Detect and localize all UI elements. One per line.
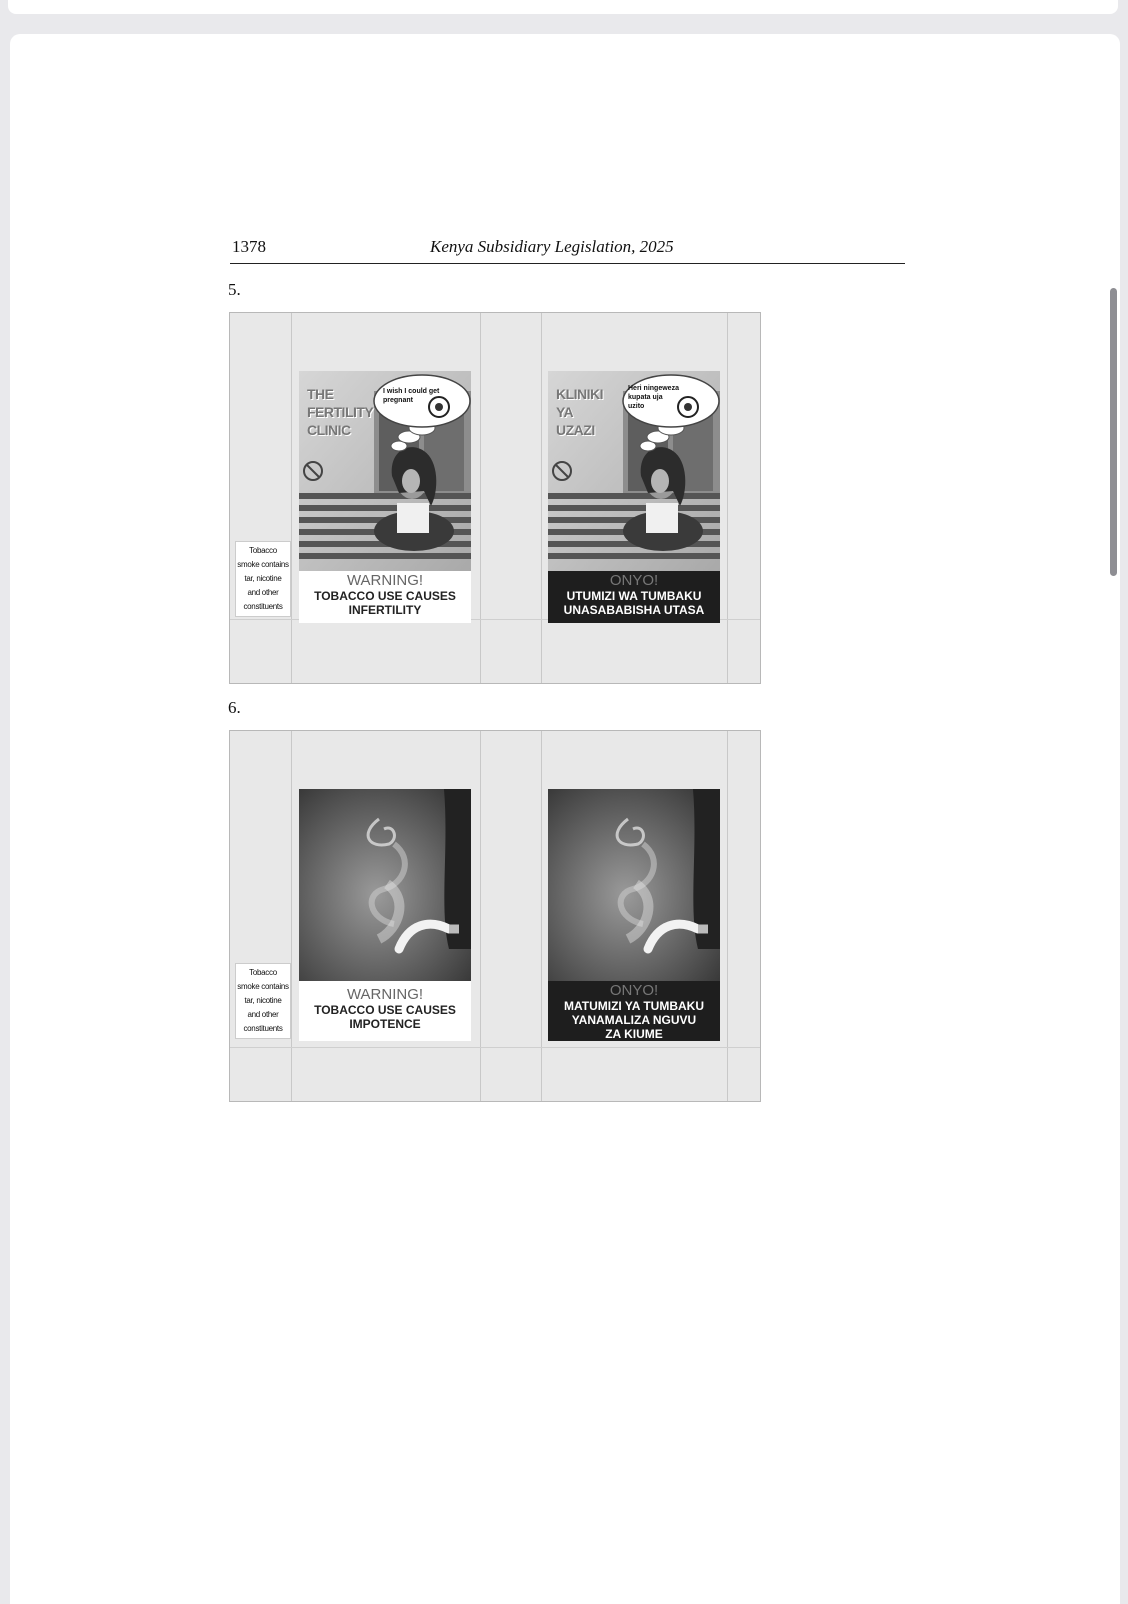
warning-label: [299, 571, 471, 623]
side-note-line: and other: [247, 588, 279, 597]
side-note-line: Tobacco: [249, 546, 277, 555]
warning-panel-swahili: [548, 789, 720, 1041]
thought-line: I wish I could get: [383, 388, 440, 395]
side-note-line: constituents: [243, 602, 283, 611]
side-note-line: Tobacco: [249, 968, 277, 977]
side-note-line: smoke contains: [237, 560, 289, 569]
thought-bubble-text: [383, 387, 439, 405]
warning-text-line: ZA KIUME: [605, 1027, 663, 1041]
clinic-sign: [556, 385, 603, 439]
drooping-cigarette-photo: [548, 789, 720, 981]
vertical-scrollbar[interactable]: [1110, 288, 1117, 576]
clinic-sign: [307, 385, 373, 439]
sign-line: KLINIKI: [556, 386, 604, 402]
thought-line: Heri ningeweza: [628, 385, 679, 392]
publication-title: Kenya Subsidiary Legislation, 2025: [430, 237, 674, 256]
sign-line: THE: [307, 386, 334, 402]
page-number: 1378: [232, 237, 266, 256]
pack-layout-impotence: [229, 730, 761, 1102]
warning-text-line: UTUMIZI WA TUMBAKU: [566, 589, 702, 603]
thought-bubble-text: [628, 384, 679, 411]
thought-line: uzito: [628, 403, 645, 410]
thought-line: pregnant: [383, 397, 413, 404]
item-number: 6.: [228, 698, 241, 717]
warning-title: WARNING!: [346, 572, 424, 589]
warning-title: ONYO!: [609, 982, 659, 999]
item-number: 5.: [228, 280, 241, 299]
warning-panel-swahili: [548, 371, 720, 623]
sign-line: CLINIC: [307, 422, 351, 438]
side-note-line: tar, nicotine: [244, 996, 282, 1005]
warning-text-line: MATUMIZI YA TUMBAKU: [564, 999, 704, 1013]
thought-line: kupata uja: [628, 394, 663, 401]
warning-label: [299, 981, 471, 1041]
pack-layout-infertility: [229, 312, 761, 684]
warning-label: [548, 571, 720, 623]
warning-panel-english: [299, 789, 471, 1041]
warning-label: [548, 981, 720, 1041]
running-header: [230, 235, 905, 264]
side-note: [235, 963, 291, 1039]
sign-line: YA: [556, 404, 574, 420]
warning-title: WARNING!: [346, 986, 424, 1003]
side-note-line: smoke contains: [237, 982, 289, 991]
sign-line: FERTILITY: [307, 404, 374, 420]
warning-title: ONYO!: [609, 572, 659, 589]
warning-text-line: TOBACCO USE CAUSES: [314, 1003, 456, 1017]
side-note-line: and other: [247, 1010, 279, 1019]
warning-text-line: YANAMALIZA NGUVU: [571, 1013, 697, 1027]
previous-page-edge: [8, 0, 1118, 14]
sign-line: UZAZI: [556, 422, 595, 438]
warning-panel-english: [299, 371, 471, 623]
side-note-line: tar, nicotine: [244, 574, 282, 583]
warning-text-line: INFERTILITY: [348, 603, 422, 617]
warning-text-line: IMPOTENCE: [349, 1017, 421, 1031]
side-note: [235, 541, 291, 617]
warning-text-line: TOBACCO USE CAUSES: [314, 589, 456, 603]
side-note-line: constituents: [243, 1024, 283, 1033]
drooping-cigarette-photo: [299, 789, 471, 981]
warning-text-line: UNASABABISHA UTASA: [563, 603, 705, 617]
